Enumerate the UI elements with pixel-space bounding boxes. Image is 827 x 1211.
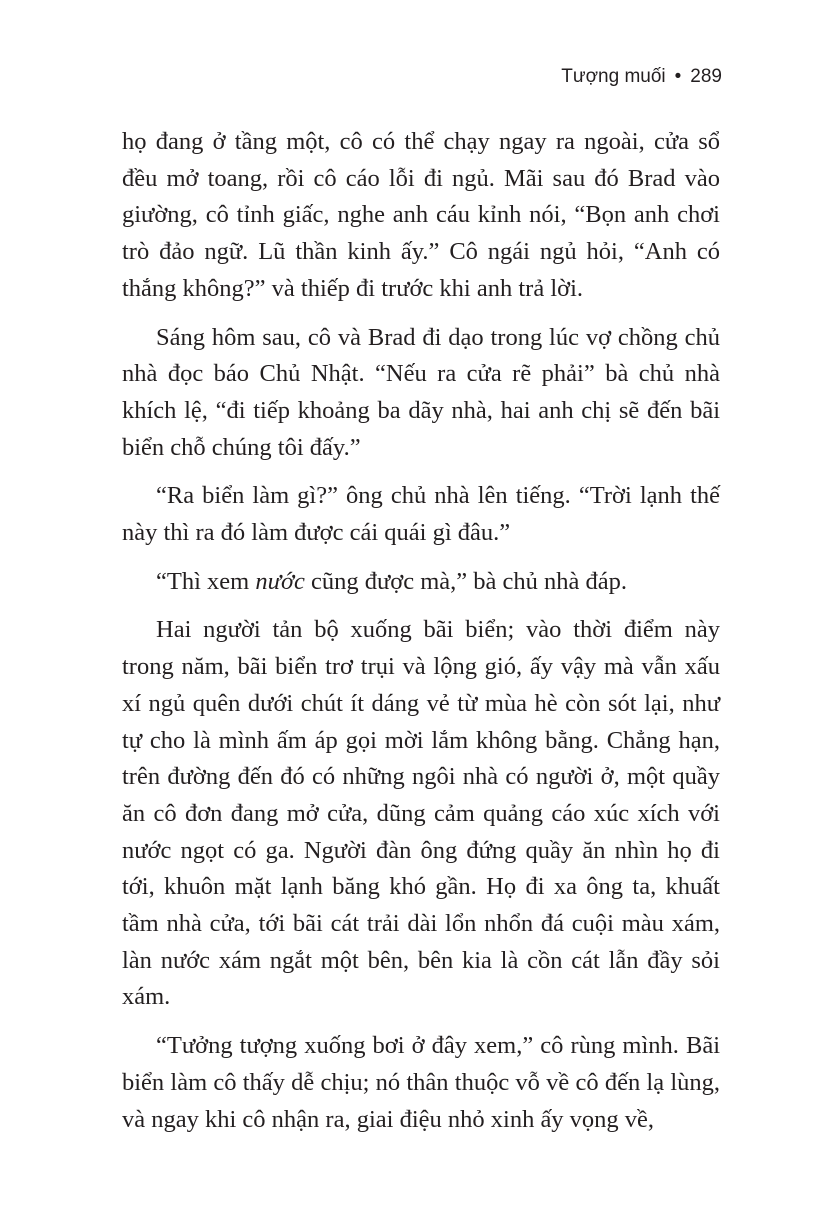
reply-after: cũng được mà,” bà chủ nhà đáp.	[304, 567, 628, 595]
paragraph-imagine-swimming: “Tưởng tượng xuống bơi ở đây xem,” cô rùng mình. Bãi biển làm cô thấy dễ chịu; nó thân thuộc vỗ về cô đến lạ lùng, và ngay khi cô nhận ra, giai điệu nhỏ xinh ấy vọng về,	[122, 1032, 720, 1133]
chapter-title: Tượng muối	[561, 66, 666, 87]
page-body	[122, 124, 720, 1138]
reply-emphasis: nước	[255, 567, 305, 595]
running-header	[561, 66, 722, 88]
paragraph-morning-walk: Sáng hôm sau, cô và Brad đi dạo trong lúc vợ chồng chủ nhà đọc báo Chủ Nhật. “Nếu ra cửa rẽ phải” bà chủ nhà khích lệ, “đi tiếp khoảng ba dãy nhà, hai anh chị sẽ đến bãi biển chỗ chúng tôi đấy.”	[122, 323, 720, 461]
header-separator: •	[674, 66, 682, 87]
page-number: 289	[690, 66, 722, 87]
paragraph-beach-description: Hai người tản bộ xuống bãi biển; vào thời điểm này trong năm, bãi biển trơ trụi và lộng gió, ấy vậy mà vẫn xấu xí ngủ quên dưới chút ít dáng vẻ từ mùa hè còn sót lại, như tự cho là mình ấm áp gọi mời lắm không bằng. Chẳng hạn, trên đường đến đó có những ngôi nhà có người ở, một quầy ăn cô đơn đang mở cửa, dũng cảm quảng cáo xúc xích với nước ngọt có ga. Người đàn ông đứng quầy ăn nhìn họ đi tới, khuôn mặt lạnh băng khó gần. Họ đi xa ông ta, khuất tầm nhà cửa, tới bãi cát trải dài lổn nhổn đá cuội màu xám, làn nước xám ngắt một bên, bên kia là cồn cát lẫn đầy sỏi xám.	[122, 616, 720, 1011]
paragraph-hostess-reply	[122, 564, 720, 601]
reply-before: “Thì xem	[156, 567, 256, 595]
paragraph-host-question: “Ra biển làm gì?” ông chủ nhà lên tiếng. “Trời lạnh thế này thì ra đó làm được cái quái gì đâu.”	[122, 482, 720, 547]
paragraph-continuation: họ đang ở tầng một, cô có thể chạy ngay ra ngoài, cửa sổ đều mở toang, rồi cô cáo lỗi đi ngủ. Mãi sau đó Brad vào giường, cô tỉnh giấc, nghe anh cáu kỉnh nói, “Bọn anh chơi trò đảo ngữ. Lũ thần kinh ấy.” Cô ngái ngủ hỏi, “Anh có thắng không?” và thiếp đi trước khi anh trả lời.	[122, 128, 720, 302]
